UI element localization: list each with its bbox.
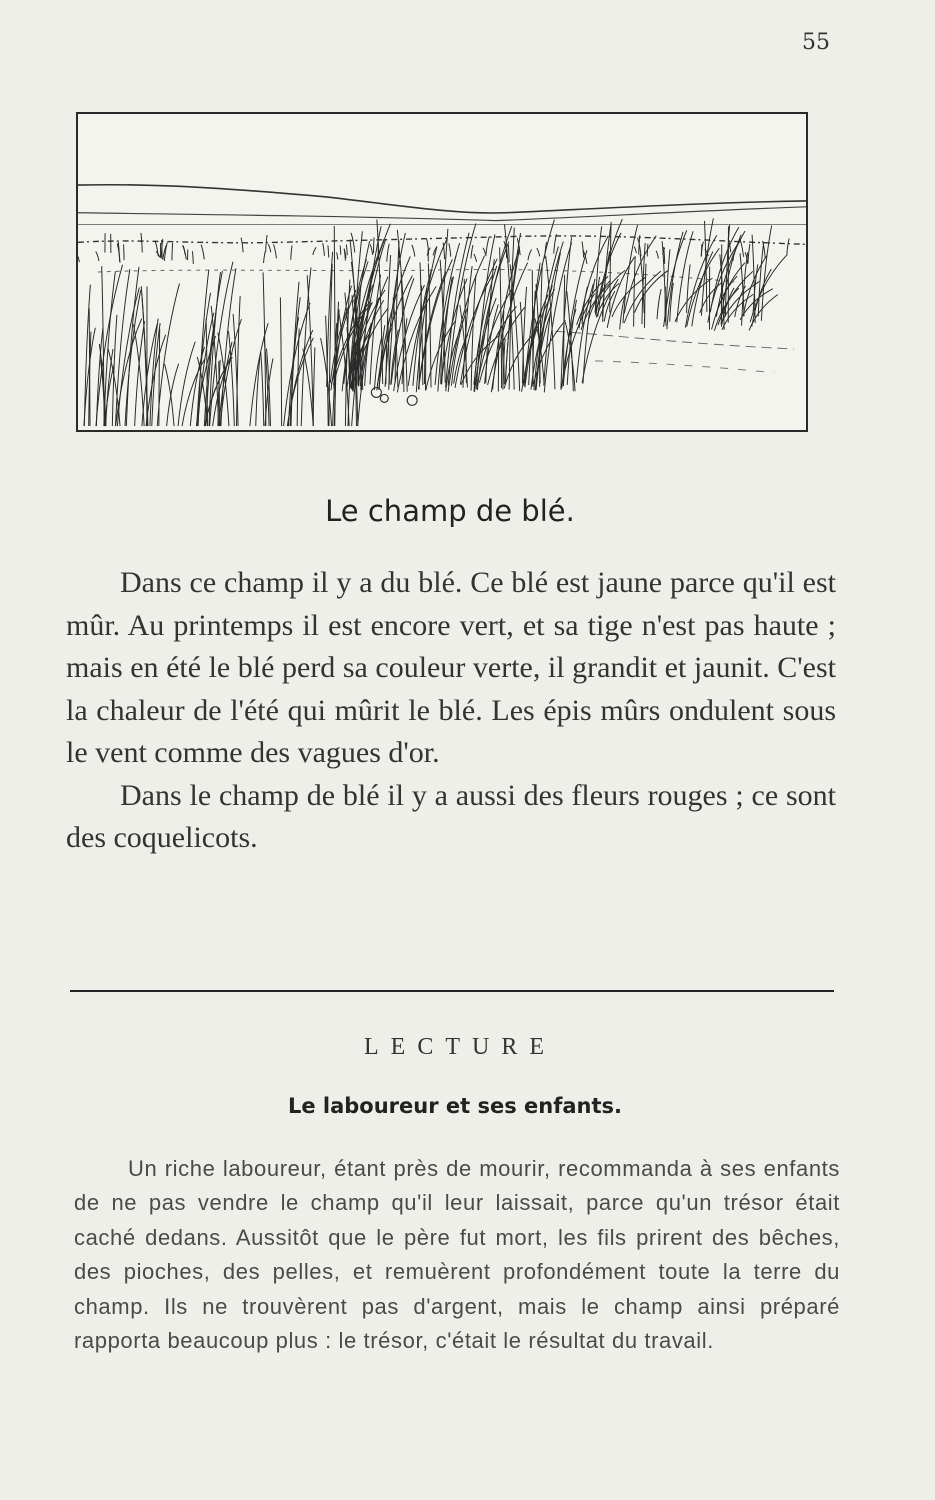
lesson-body: [66, 562, 836, 860]
reading-title: Le laboureur et ses enfants.: [287, 1094, 623, 1118]
reading-body: Un riche laboureur, étant près de mourir, recommanda à ses enfants de ne pas vendre le champ qu'il leur laissait, parce qu'un trésor était caché dedans. Aussitôt que le père fut mort, les fils prirent des bêches, des pioches, des pelles, et remuèrent profondément toute la terre du champ. Ils ne trouvèrent pas d'argent, mais le champ ainsi préparé rapporta beaucoup plus : le trésor, c'était le résultat du travail.: [74, 1156, 840, 1354]
page-number: 55: [802, 30, 830, 55]
section-divider: [70, 990, 834, 992]
lesson-paragraph-2: Dans le champ de blé il y a aussi des fleurs rouges ; ce sont des coquelicots.: [66, 778, 836, 854]
lesson-paragraph-1: Dans ce champ il y a du blé. Ce blé est jaune parce qu'il est mûr. Au printemps il est encore vert, et sa tige n'est pas haute ; mais en été le blé perd sa couleur verte, il grandit et jaunit. C'est la chaleur de l'été qui mûrit le blé. Les épis mûrs ondulent sous le vent comme des vagues d'or.: [66, 566, 836, 769]
wheat-field-illustration: [76, 112, 808, 432]
wheat-field-drawing: [78, 114, 806, 430]
reading-heading: LECTURE: [364, 1034, 556, 1060]
lesson-title: Le champ de blé.: [325, 494, 575, 528]
